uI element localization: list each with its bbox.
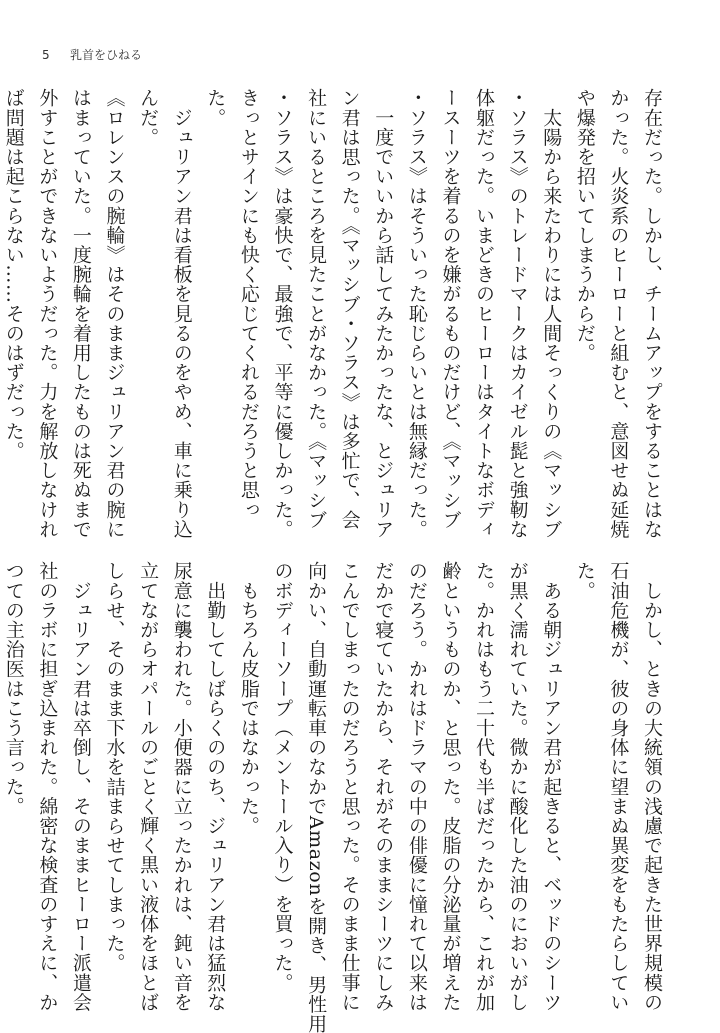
text-line: ースーツを着るのを嫌がるものだけど、《マッシブ bbox=[439, 88, 462, 530]
text-line: た。 bbox=[204, 88, 227, 128]
text-line: 社にいるところを見たことがなかった。《マッシブ bbox=[305, 88, 328, 530]
running-header bbox=[42, 46, 142, 63]
text-line: かった。火炎系のヒーローと組むと、意図せぬ延焼 bbox=[607, 88, 630, 539]
text-line: ば問題は起こらない……そのはずだった。 bbox=[2, 88, 25, 461]
text-line: 《ロレンスの腕輪》はそのままジュリアン君の腕に bbox=[103, 88, 126, 539]
text-line: 社のラボに担ぎ込まれた。綿密な検査のすえに、か bbox=[36, 561, 59, 1012]
text-line: だかで寝ていたから、それがそのままシーツにしみ bbox=[372, 561, 395, 1012]
text-line: ・ソラス》のトレードマークはカイゼル髭と強靭な bbox=[506, 88, 529, 539]
text-line: ン君は思った。《マッシブ・ソラス》は多忙で、会 bbox=[338, 88, 361, 530]
text-line: 向かい、自動運転車のなかでAmazonを開き、男性用 bbox=[305, 561, 328, 1033]
text-line: ・ソラス》はそういった恥じらいとは無縁だった。 bbox=[405, 88, 428, 539]
text-line: こんでしまったのだろうと思った。そのまま仕事に bbox=[338, 561, 361, 1012]
text-line: 存在だった。しかし、チームアップをすることはな bbox=[641, 88, 663, 539]
text-line: ある朝ジュリアン君が起きると、ベッドのシーツ bbox=[540, 561, 563, 1012]
text-line: ジュリアン君は卒倒し、そのままヒーロー派遣会 bbox=[69, 561, 92, 1012]
page-number: 5 bbox=[42, 48, 50, 62]
text-line: 石油危機が、彼の身体に望まぬ異変をもたらしてい bbox=[607, 561, 630, 1012]
text-line: のボディーソープ（メントール入り）を買った。 bbox=[271, 561, 294, 993]
chapter-title: 乳首をひねる bbox=[70, 48, 143, 62]
text-line: 一度でいいから話してみたかったな、とジュリア bbox=[372, 88, 395, 539]
text-line: のだろう。かれはドラマの中の俳優に憧れて以来は bbox=[405, 561, 428, 1012]
text-line: 外すことができないようだった。力を解放しなけれ bbox=[36, 88, 59, 539]
text-line: 立てながらオパールのごとく輝く黒い液体をほとば bbox=[137, 561, 160, 1012]
text-line: 体躯だった。いまどきのヒーローはタイトなボディ bbox=[473, 88, 496, 539]
text-line: つての主治医はこう言った。 bbox=[2, 561, 25, 816]
text-line: もちろん皮脂ではなかった。 bbox=[237, 561, 260, 836]
text-line: 尿意に襲われた。小便器に立ったかれは、鈍い音を bbox=[170, 561, 193, 1012]
text-line: が黒く濡れていた。微かに酸化した油のにおいがし bbox=[506, 561, 529, 1012]
text-line: はまっていた。一度腕輪を着用したものは死ぬまで bbox=[69, 88, 92, 539]
text-line: きっとサインにも快く応じてくれるだろうと思っ bbox=[237, 88, 260, 520]
text-line: 齢というものか、と思った。皮脂の分泌量が増えた bbox=[439, 561, 462, 1012]
text-line: ジュリアン君は看板を見るのをやめ、車に乗り込 bbox=[170, 88, 193, 539]
text-line: しらせ、そのまま下水を詰まらせてしまった。 bbox=[103, 561, 126, 973]
text-line: しかし、ときの大統領の浅慮で起きた世界規模の bbox=[641, 561, 663, 1012]
text-line: ・ソラス》は豪快で、最強で、平等に優しかった。 bbox=[271, 88, 294, 539]
text-line: 出勤してしばらくののち、ジュリアン君は猛烈な bbox=[204, 561, 227, 1012]
text-line: た。 bbox=[573, 561, 596, 601]
text-line: た。かれはもう二十代も半ばだったから、これが加 bbox=[473, 561, 496, 1012]
text-line: んだ。 bbox=[137, 88, 160, 147]
text-line: や爆発を招いてしまうからだ。 bbox=[573, 88, 596, 363]
text-line: 太陽から来たわりには人間そっくりの《マッシブ bbox=[540, 88, 563, 539]
bottom-text-block bbox=[2, 561, 668, 1033]
top-text-block bbox=[2, 88, 668, 539]
